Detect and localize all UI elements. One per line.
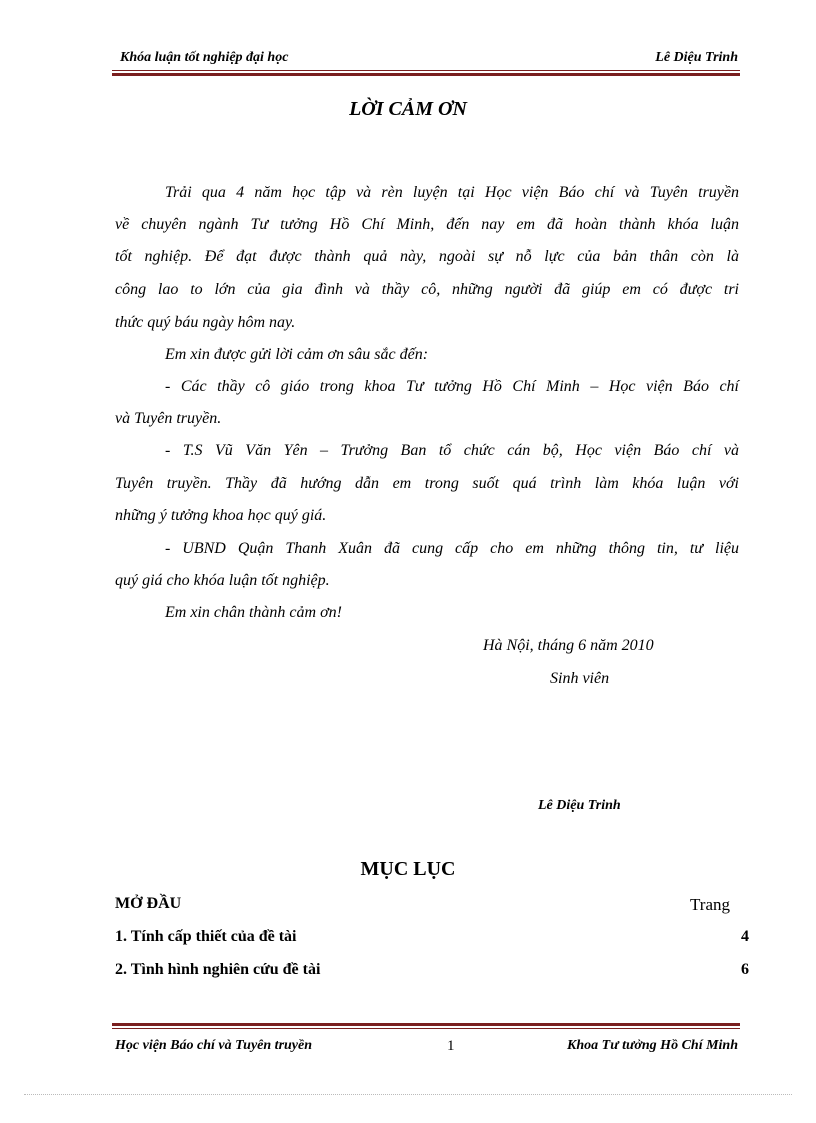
signer-name: Lê Diệu Trinh xyxy=(538,798,621,813)
signer-role: Sinh viên xyxy=(550,670,610,687)
footer-rule-thick xyxy=(112,1023,740,1026)
item2-line-3: những ý tưởng khoa học quý giá. xyxy=(115,507,327,524)
page-bottom-dotted-border xyxy=(24,1094,792,1095)
toc-item-page: 6 xyxy=(741,961,749,978)
footer-right-text: Khoa Tư tưởng Hồ Chí Minh xyxy=(567,1038,738,1053)
item1-line-1: - Các thầy cô giáo trong khoa Tư tưởng Hồ Chí Minh – Học viện Báo chí xyxy=(165,378,739,395)
para1-line-4: công lao to lớn của gia đình và thầy cô, những người đã giúp em có được tri xyxy=(115,281,739,298)
gratitude-intro: Em xin được gửi lời cảm ơn sâu sắc đến: xyxy=(165,346,429,363)
para1-line-1: Trải qua 4 năm học tập và rèn luyện tại Học viện Báo chí và Tuyên truyền xyxy=(165,184,739,201)
footer-rule-thin xyxy=(112,1028,740,1029)
para1-line-2: về chuyên ngành Tư tưởng Hồ Chí Minh, đến nay em đã hoàn thành khóa luận xyxy=(115,216,739,233)
item2-line-2: Tuyên truyền. Thầy đã hướng dẫn em trong suốt quá trình làm khóa luận với xyxy=(115,475,739,492)
para1-line-5: thức quý báu ngày hôm nay. xyxy=(115,314,296,331)
item1-line-2: và Tuyên truyền. xyxy=(115,410,222,427)
closing-line: Em xin chân thành cảm ơn! xyxy=(165,604,342,621)
header-rule-thin xyxy=(112,70,740,71)
para1-line-3: tốt nghiệp. Để đạt được thành quả này, ngoài sự nỗ lực của bản thân còn là xyxy=(115,248,739,265)
toc-item xyxy=(115,961,749,979)
item3-line-1: - UBND Quận Thanh Xuân đã cung cấp cho em những thông tin, tư liệu xyxy=(165,540,739,557)
footer-left-text: Học viện Báo chí và Tuyên truyền xyxy=(115,1038,313,1053)
header-rule-thick xyxy=(112,73,740,76)
place-date: Hà Nội, tháng 6 năm 2010 xyxy=(483,637,654,654)
toc-page-label: Trang xyxy=(690,895,730,914)
footer-page-number: 1 xyxy=(447,1038,455,1054)
item3-line-2: quý giá cho khóa luận tốt nghiệp. xyxy=(115,572,330,589)
toc-item-page: 4 xyxy=(741,928,749,945)
toc-title: MỤC LỤC xyxy=(360,858,456,880)
toc-intro-label: MỞ ĐẦU xyxy=(115,895,182,912)
item2-line-1: - T.S Vũ Văn Yên – Trưởng Ban tổ chức cán bộ, Học viện Báo chí và xyxy=(165,442,739,459)
toc-item xyxy=(115,928,749,946)
header-right-text: Lê Diệu Trinh xyxy=(655,50,738,65)
page-title: LỜI CẢM ƠN xyxy=(349,98,467,120)
toc-item-label: 1. Tính cấp thiết của đề tài xyxy=(115,928,297,945)
toc-item-label: 2. Tình hình nghiên cứu đề tài xyxy=(115,961,321,978)
header-left-text: Khóa luận tốt nghiệp đại học xyxy=(120,50,289,65)
